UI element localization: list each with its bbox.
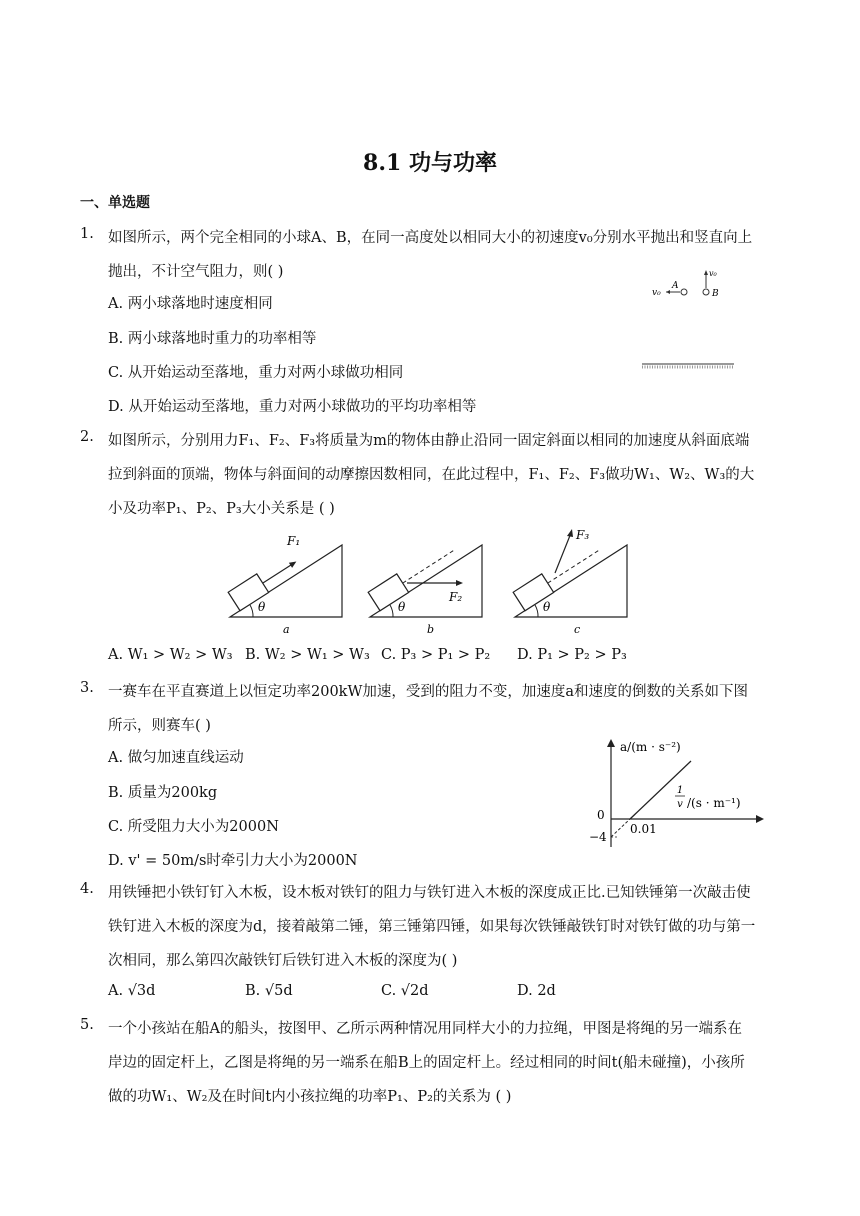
option-d: D. 从开始运动至落地，重力对两小球做功的平均功率相等 bbox=[108, 399, 477, 415]
question-number: 3. bbox=[80, 680, 94, 696]
option-b: B. 两小球落地时重力的功率相等 bbox=[108, 331, 317, 347]
svg-text:θ: θ bbox=[543, 600, 551, 614]
question-text: 岸边的固定杆上，乙图是将绳的另一端系在船B上的固定杆上。经过相同的时间t(船未碰撞)，小孩所 bbox=[108, 1055, 745, 1071]
fig-b-label: b bbox=[427, 623, 435, 636]
y-intercept-label: −4 bbox=[589, 830, 607, 844]
ball-a bbox=[681, 289, 687, 295]
section-heading: 一、单选题 bbox=[80, 195, 150, 211]
fig-c-label: c bbox=[574, 623, 581, 636]
option-b: B. 质量为200kg bbox=[108, 785, 218, 801]
force-f3-label: F₃ bbox=[576, 528, 590, 542]
option-a: A. √3d bbox=[108, 983, 156, 999]
question-number: 4. bbox=[80, 881, 94, 897]
q1-figure bbox=[636, 262, 746, 372]
v0-label-b: v₀ bbox=[709, 269, 717, 278]
x-frac-num: 1 bbox=[676, 785, 684, 796]
option-a: A. W₁ > W₂ > W₃ bbox=[108, 647, 233, 663]
incline-a bbox=[228, 534, 342, 636]
question-number: 5. bbox=[80, 1017, 94, 1033]
option-b: B. W₂ > W₁ > W₃ bbox=[245, 647, 370, 663]
option-a: A. 做匀加速直线运动 bbox=[108, 750, 244, 766]
option-c: C. P₃ > P₁ > P₂ bbox=[381, 647, 491, 663]
question-number: 1. bbox=[80, 226, 94, 242]
question-number: 2. bbox=[80, 429, 94, 445]
option-b: B. √5d bbox=[245, 983, 293, 999]
ball-b-label: B bbox=[712, 289, 719, 299]
line-extension bbox=[611, 819, 630, 837]
origin-label: 0 bbox=[597, 808, 605, 822]
incline-c bbox=[513, 528, 627, 636]
question-text: 一赛车在平直赛道上以恒定功率200kW加速，受到的阻力不变，加速度a和速度的倒数的关系如下图 bbox=[108, 684, 749, 700]
v0-label-a: v₀ bbox=[652, 288, 661, 298]
question-text: 小及功率P₁、P₂、P₃大小关系是 ( ) bbox=[108, 501, 335, 517]
fig-a-label: a bbox=[283, 623, 290, 636]
question-text: 铁钉进入木板的深度为d，接着敲第二锤，第三锤第四锤，如果每次铁锤敲铁钉时对铁钉做的功与第一 bbox=[108, 919, 756, 935]
option-c: C. 从开始运动至落地，重力对两小球做功相同 bbox=[108, 365, 404, 381]
question-text: 抛出，不计空气阻力，则( ) bbox=[108, 264, 284, 280]
svg-text:θ: θ bbox=[398, 600, 406, 614]
question-text: 如图所示，两个完全相同的小球A、B，在同一高度处以相同大小的初速度v₀分别水平抛出和竖直向上 bbox=[108, 230, 753, 246]
question-text: 次相同，那么第四次敲铁钉后铁钉进入木板的深度为( ) bbox=[108, 953, 458, 969]
question-text: 做的功W₁、W₂及在时间t内小孩拉绳的功率P₁、P₂的关系为 ( ) bbox=[108, 1089, 512, 1105]
option-d: D. v' = 50m/s时牵引力大小为2000N bbox=[108, 853, 358, 869]
x-axis-label: /(s · m⁻¹) bbox=[687, 796, 741, 810]
theta-label: θ bbox=[258, 600, 266, 614]
force-f2-label: F₂ bbox=[449, 590, 463, 604]
y-axis-label: a/(m · s⁻²) bbox=[620, 740, 681, 754]
incline-b bbox=[368, 541, 482, 636]
question-text: 拉到斜面的顶端，物体与斜面间的动摩擦因数相同，在此过程中，F₁、F₂、F₃做功W₁、W₂、W₃的大 bbox=[108, 467, 755, 483]
question-text: 如图所示，分别用力F₁、F₂、F₃将质量为m的物体由静止沿同一固定斜面以相同的加速度从斜面底端 bbox=[108, 433, 750, 449]
option-d: D. 2d bbox=[517, 983, 556, 999]
question-text: 所示，则赛车( ) bbox=[108, 718, 211, 734]
question-text: 一个小孩站在船A的船头，按图甲、乙所示两种情况用同样大小的力拉绳，甲图是将绳的另一端系在 bbox=[108, 1021, 742, 1037]
x-intercept-label: 0.01 bbox=[630, 822, 657, 836]
ball-a-label: A bbox=[672, 281, 679, 291]
option-c: C. √2d bbox=[381, 983, 429, 999]
q3-graph bbox=[585, 735, 765, 850]
option-a: A. 两小球落地时速度相同 bbox=[108, 296, 273, 312]
ball-b bbox=[703, 289, 709, 295]
x-frac-den: v bbox=[677, 799, 683, 810]
force-f1-label: F₁ bbox=[287, 534, 301, 548]
q2-figure bbox=[225, 525, 635, 640]
option-d: D. P₁ > P₂ > P₃ bbox=[517, 647, 627, 663]
question-text: 用铁锤把小铁钉钉入木板，设木板对铁钉的阻力与铁钉进入木板的深度成正比.已知铁锤第一次敲击使 bbox=[108, 885, 751, 901]
option-c: C. 所受阻力大小为2000N bbox=[108, 819, 279, 835]
page-title: 8.1 功与功率 bbox=[363, 150, 497, 176]
